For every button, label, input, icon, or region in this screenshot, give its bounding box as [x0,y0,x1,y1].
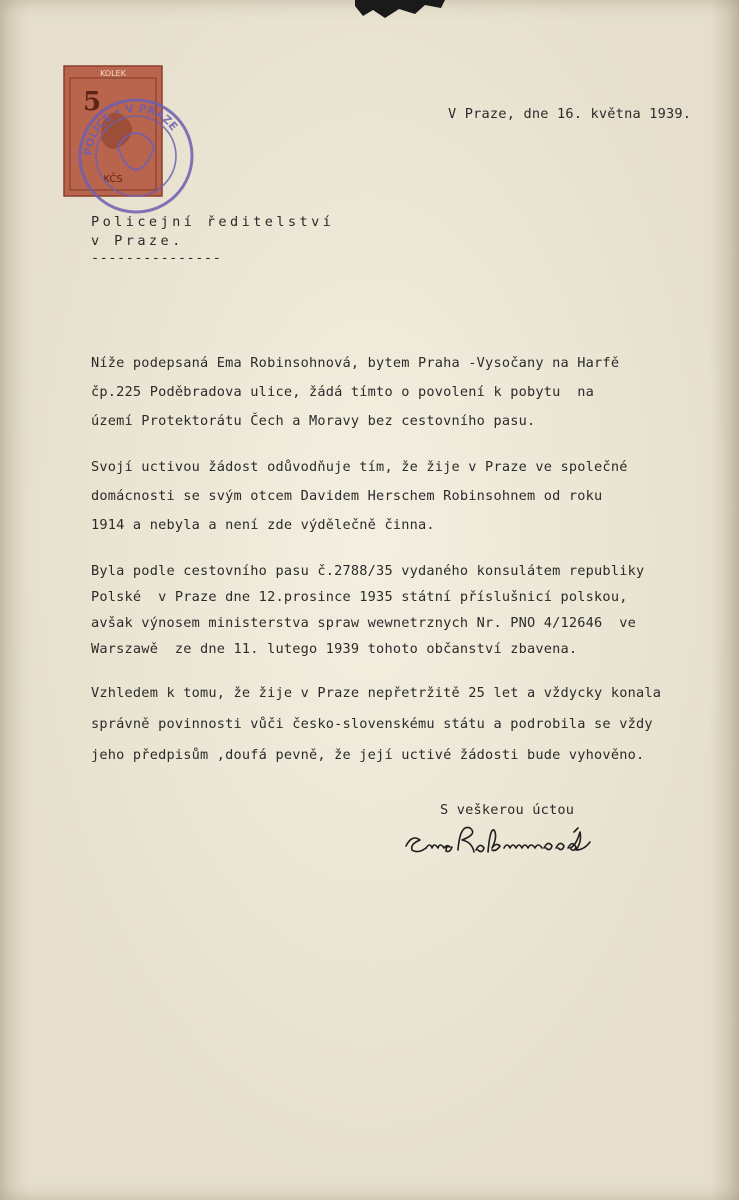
body-line: 1914 a nebyla a není zde výdělečně činna. [91,517,435,533]
body-line: správně povinnosti vůči česko-slovenskému státu a podrobila se vždy [91,716,653,732]
stamp-icon [64,66,162,196]
body-line: Byla podle cestovního pasu č.2788/35 vydaného konsulátem republiky [91,563,645,579]
seal-text: POLICE • V PRAZE [81,101,181,157]
stamp-currency: KČS [103,174,123,185]
body-line: Vzhledem k tomu, že žije v Praze nepřetržitě 25 let a vždycky konala [91,685,662,701]
addressee-line-1: Policejní ředitelství [91,214,335,230]
body-line: Polské v Praze dne 12.prosince 1935 státní příslušnicí polskou, [91,589,628,605]
body-line: domácnosti se svým otcem Davidem Herschem Robinsohnem od roku [91,488,603,504]
body-line: avšak výnosem ministerstva spraw wewnetrznych Nr. PNO 4/12646 ve [91,615,636,631]
place-date: V Praze, dne 16. května 1939. [448,106,692,122]
torn-edge [355,0,445,22]
closing-salutation: S veškerou úctou [440,802,575,818]
stamp-value: 5 [82,87,102,117]
body-line: Svojí uctivou žádost odůvodňuje tím, že žije v Praze ve společné [91,459,628,475]
body-line: Níže podepsaná Ema Robinsohnová, bytem Praha -Vysočany na Harfě [91,355,620,371]
addressee-underline: --------------- [91,250,222,266]
body-line: jeho předpisům ,doufá pevně, že její uctivé žádosti bude vyhověno. [91,747,645,763]
body-line: území Protektorátu Čech a Moravy bez cestovního pasu. [91,413,536,429]
body-line: čp.225 Poděbradova ulice, žádá tímto o povolení k pobytu na [91,384,595,400]
revenue-stamp [62,64,202,224]
stamp-label: KOLEK [100,69,126,78]
signature [398,818,608,866]
body-line: Warszawě ze dne 11. lutego 1939 tohoto občanství zbavena. [91,641,578,657]
addressee-line-2: v Praze. [91,233,184,249]
